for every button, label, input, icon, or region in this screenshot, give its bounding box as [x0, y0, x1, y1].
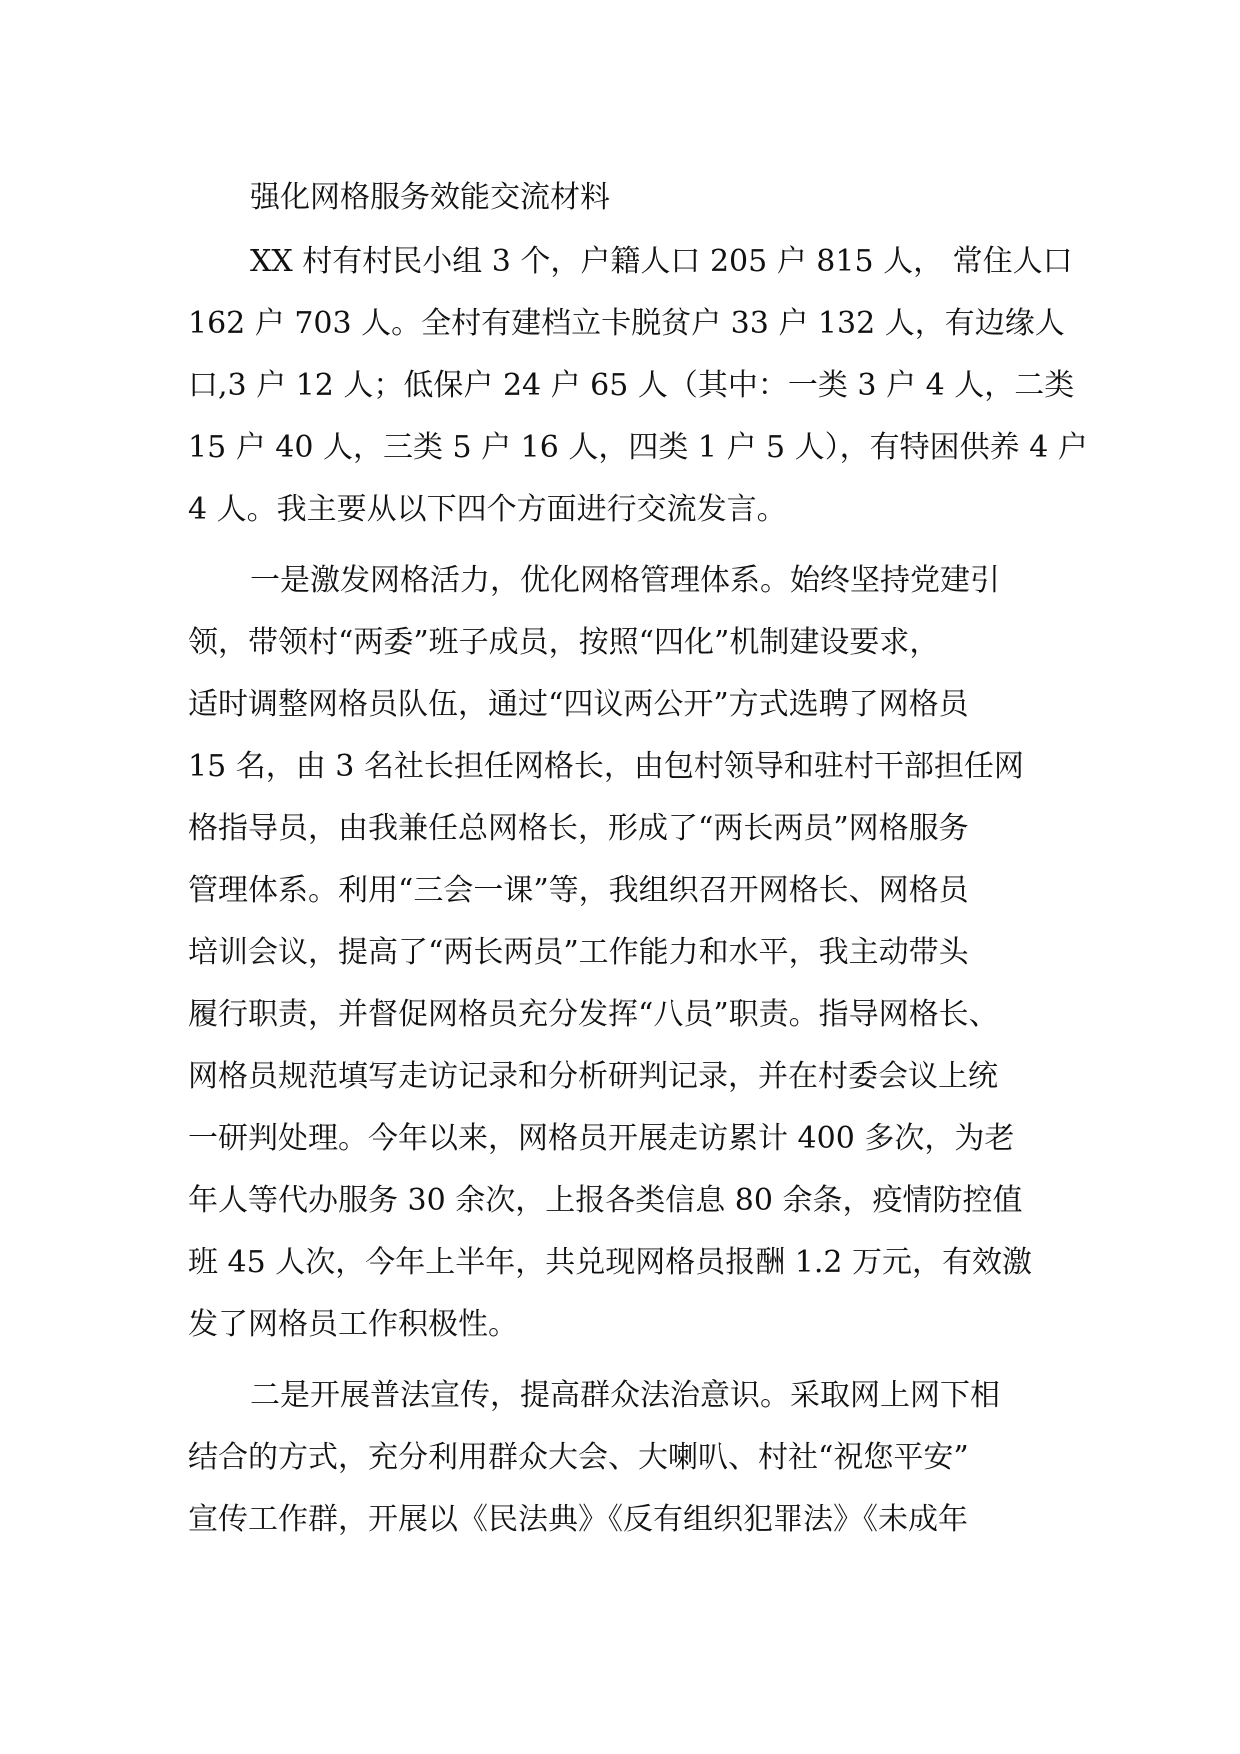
paragraph-line: 15 名，由 3 名社长担任网格长，由包村领导和驻村干部担任网 — [188, 749, 1024, 784]
paragraph-line: 宣传工作群，开展以《民法典》《反有组织犯罪法》《未成年 — [188, 1502, 968, 1537]
paragraph-line: 口,3 户 12 人；低保户 24 户 65 人（其中：一类 3 户 4 人，二类 — [188, 368, 1075, 403]
paragraph-line: 一是激发网格活力，优化网格管理体系。始终坚持党建引 — [250, 563, 1000, 598]
paragraph-line: 162 户 703 人。全村有建档立卡脱贫户 33 户 132 人，有边缘人 — [188, 306, 1065, 341]
paragraph-line: 履行职责，并督促网格员充分发挥“八员”职责。指导网格长、 — [188, 997, 999, 1032]
document-title: 强化网格服务效能交流材料 — [250, 180, 610, 215]
paragraph-line: 年人等代办服务 30 余次，上报各类信息 80 余条，疫情防控值 — [188, 1183, 1023, 1218]
paragraph-line: 一研判处理。今年以来，网格员开展走访累计 400 多次，为老 — [188, 1121, 1015, 1156]
paragraph-line: 格指导员，由我兼任总网格长，形成了“两长两员”网格服务 — [188, 811, 969, 846]
paragraph-line: 培训会议，提高了“两长两员”工作能力和水平，我主动带头 — [188, 935, 969, 970]
paragraph-line: XX 村有村民小组 3 个，户籍人口 205 户 815 人， 常住人口 — [250, 244, 1073, 279]
paragraph-line: 二是开展普法宣传，提高群众法治意识。采取网上网下相 — [250, 1378, 1000, 1413]
paragraph-line: 15 户 40 人，三类 5 户 16 人，四类 1 户 5 人），有特困供养 4 户 — [188, 430, 1088, 465]
paragraph-line: 管理体系。利用“三会一课”等，我组织召开网格长、网格员 — [188, 873, 969, 908]
paragraph-line: 领，带领村“两委”班子成员，按照“四化”机制建设要求， — [188, 625, 940, 660]
paragraph-line: 班 45 人次，今年上半年，共兑现网格员报酬 1.2 万元，有效激 — [188, 1245, 1033, 1280]
paragraph-line: 4 人。我主要从以下四个方面进行交流发言。 — [188, 492, 787, 527]
paragraph-line: 结合的方式，充分利用群众大会、大喇叭、村社“祝您平安” — [188, 1440, 969, 1475]
paragraph-line: 适时调整网格员队伍，通过“四议两公开”方式选聘了网格员 — [188, 687, 969, 722]
paragraph-line: 发了网格员工作积极性。 — [188, 1307, 518, 1342]
paragraph-line: 网格员规范填写走访记录和分析研判记录，并在村委会议上统 — [188, 1059, 998, 1094]
